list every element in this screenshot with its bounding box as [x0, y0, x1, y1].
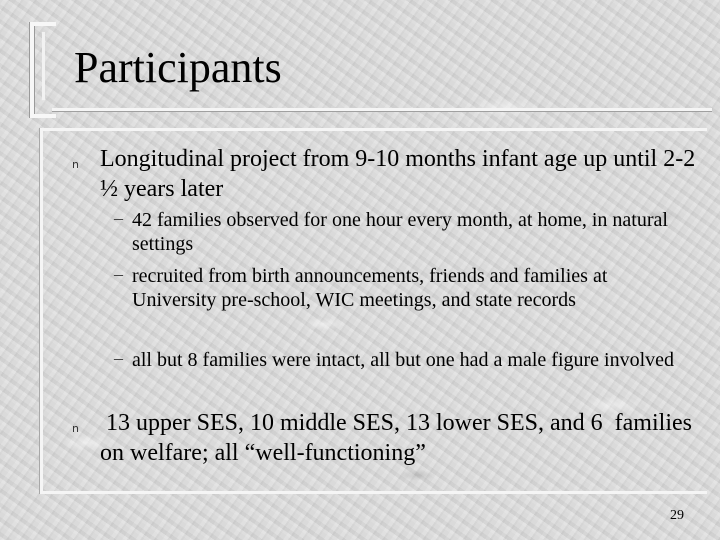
bullet-marker: n [72, 422, 79, 435]
sub-bullet-marker: – [114, 264, 123, 284]
sub-bullet-text: all but 8 families were intact, all but one had a male figure involved [132, 349, 675, 371]
bullet-text: 13 upper SES, 10 middle SES, 13 lower SES, and 6 families on welfare; all “well-functioning” [100, 410, 698, 466]
title-divider [52, 108, 712, 111]
bullet-marker: n [72, 158, 79, 171]
sub-bullet-marker: – [114, 348, 123, 368]
sub-bullet-text: 42 families observed for one hour every month, at home, in natural settings [132, 209, 668, 255]
slide-number: 29 [670, 508, 684, 523]
slide-title: Participants [74, 43, 282, 92]
decorative-frame-inner [42, 32, 59, 100]
bullet-text: Longitudinal project from 9-10 months infant age up until 2-2 ½ years later [100, 146, 696, 202]
sub-bullet-text: recruited from birth announcements, friends and families at University pre-school, WIC meetings, and state records [132, 265, 608, 311]
sub-bullet-marker: – [114, 208, 123, 228]
